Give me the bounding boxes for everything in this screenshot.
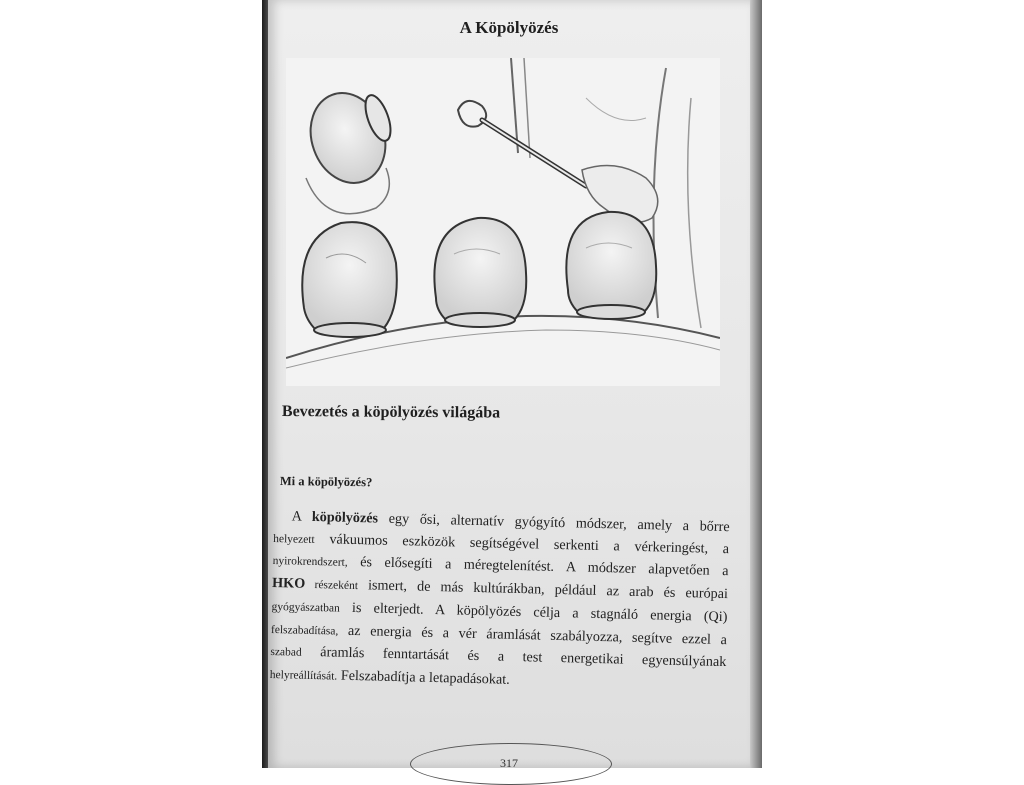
text-span: helyreállítását.: [269, 668, 338, 683]
book-page: [268, 0, 750, 768]
page-number: 317: [500, 756, 518, 770]
text-span: egy ősi, alternatív gyógyító módszer, amely a bőrre: [377, 510, 730, 536]
page-title: A Köpölyözés: [459, 18, 559, 37]
text-span: az energia és a vér áramlását szabályozza, segítve ezzel a: [338, 622, 728, 648]
book-edge-right: [748, 0, 762, 768]
text-span: helyezett: [273, 532, 315, 546]
text-span: felszabadítása,: [270, 623, 339, 638]
sub-heading: Mi a köpölyözés?: [279, 474, 373, 490]
text-span: ismert, de más kultúrákban, például az arab és európai: [357, 577, 729, 603]
text-span: és elősegíti a méregtelenítést. A módszer alapvetően a: [347, 554, 729, 580]
text-span: vákuumos eszközök segítségével serkenti a vérkeringést, a: [314, 530, 730, 557]
text-span: A: [291, 508, 313, 525]
text-span: is elterjedt. A köpölyözés célja a stagnáló energia (Qi): [339, 599, 728, 625]
section-heading: Bevezetés a köpölyözés világába: [281, 403, 501, 422]
cupping-illustration: [286, 58, 720, 386]
text-span: szabad: [270, 646, 302, 659]
text-span: nyirokrendszert,: [272, 555, 348, 570]
text-span: gyógyászatban: [271, 600, 341, 615]
body-paragraph: [270, 506, 730, 698]
text-span: áramlás fenntartását és a test energetikai egyensúlyának: [301, 643, 727, 671]
bold-term: HKO: [271, 575, 306, 592]
text-span: Felszabadítja a letapadásokat.: [337, 667, 510, 688]
text-span: részeként: [305, 578, 359, 593]
bold-term: köpölyözés: [311, 508, 379, 527]
